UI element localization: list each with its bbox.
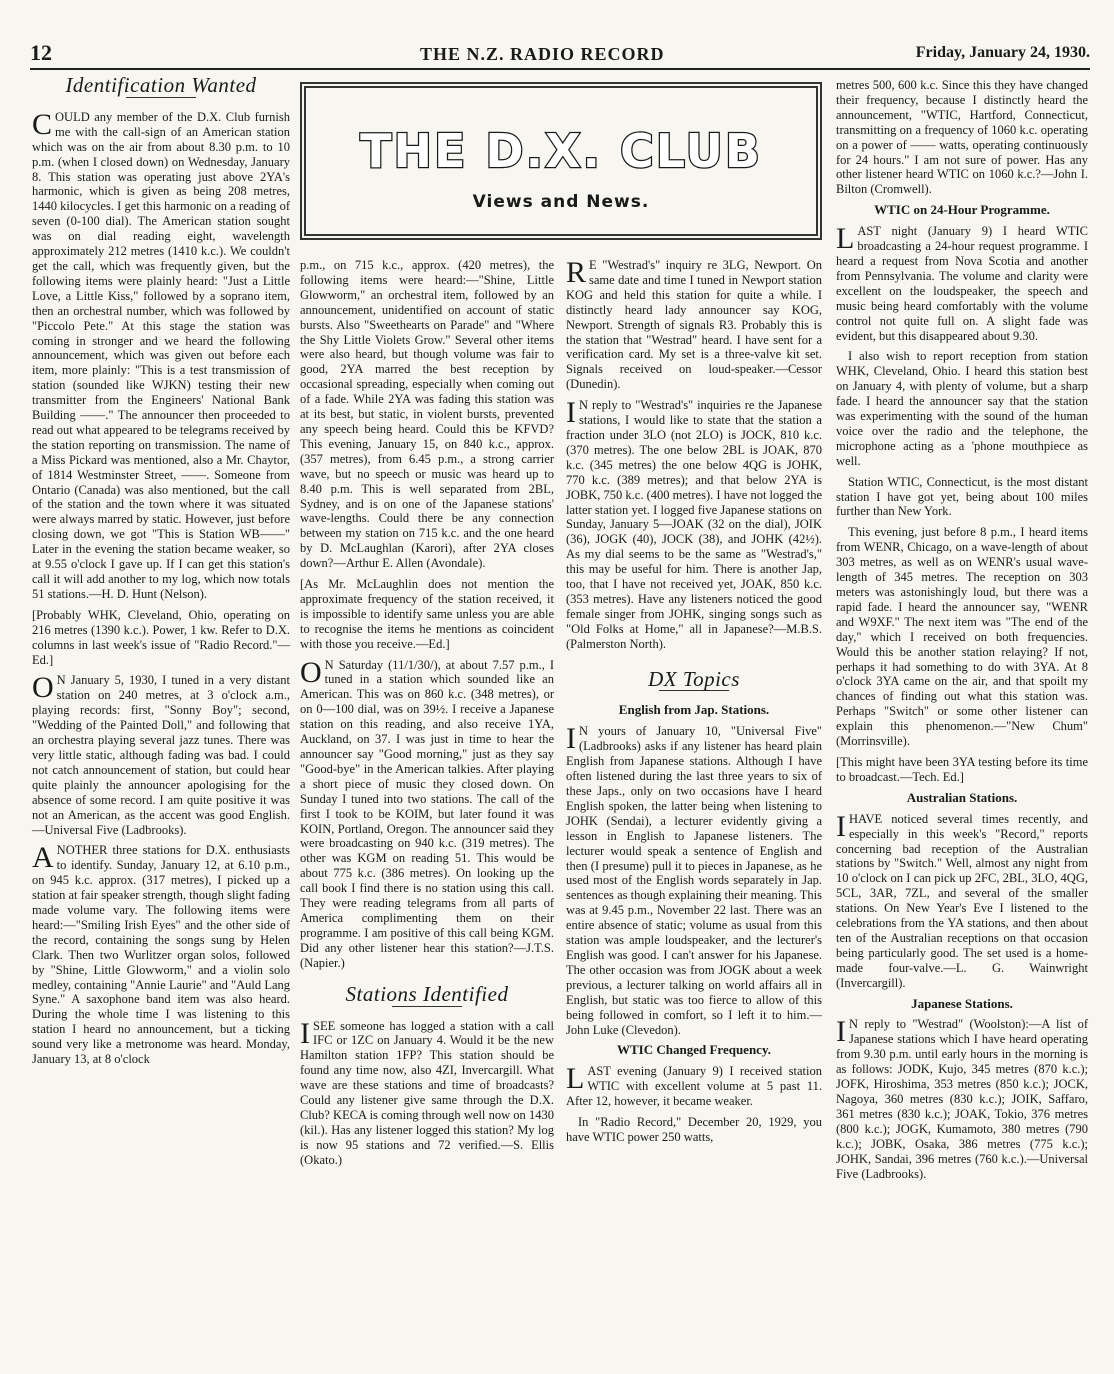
article-paragraph: O N Saturday (11/1/30/), at about 7.57 p.m., I tuned in a station which sounded like an American. This was on 860 k.c. (348 metres), or on 0—100 dial, was on 39½. I receive a Japanese station on this reading, and also receive 1YA, Auckland, on 37. I was just in time to hear the announcer say "Good morning," just as they say "Good-bye" in the American talkies. After playing a short piece of music they closed down. On Sunday I tuned into two stations. The call of the first I took to be KOIM, but later found it was KOIN, Portland, Oregon. The announcer said they were broadcasting on 940 k.c. (319 metres). The other was KGM on reading 51. This would be about 775 k.c. (386 metres). On looking up the call book I find there is no station using this call. They were reading telegrams from all parts of America complimenting them on their programme. I am positive of this call being KGM. Did any other listener hear this station?—J.T.S. (Napier.) — [300, 655, 554, 970]
article-paragraph: I N reply to "Westrad's" inquiries re the Japanese stations, I would like to state that the station a fraction under 3LO (not 2LO) is JOCK, 810 k.c. (370 metres). The one below 2BL is JOAK, 870 k.c. (345 metres) the one below 4QG is JOHK, 770 k.c. (389 metres); and that below 2YA is JOBK, 750 k.c. (400 metres). I have not logged the latter station yet. I logged five Japanese stations on Sunday, January 5—JOAK (32 on the dial), JOIK (36), JOGK (40), JOCK (38), and JOHK (42½). As my dial seems to be the same as "Westrad's," this may be useful for him. There is another Jap, too, that I have not received yet, JOAK, 850 k.c. (353 metres). Have any listeners noticed the good female singer from JOHK, singing songs such as "Old Folks at Home," all in Japanese?—M.B.S. (Palmerston North). — [566, 396, 822, 651]
article-paragraph: ANOTHER three stations for D.X. enthusiasts to identify. Sunday, January 12, at 6.10 p.m., on 945 k.c. approx. (317 metres), I picked up a station at fair speaker strength, though slight fading made volume vary. The following items were heard:—"Smiling Irish Eyes" and the other side of the record, containing the songs sung by Helen Clark. Then two Wurlitzer organ solos, followed by "Shine, Little Glowworm," and a violin solo medley, containing "Annie Laurie" and "Auld Lang Syne." A saxophone band item was also heard. During the whole time I was listening to this station I heard no announcement, but a ticking sound very like a metronome was heard. Monday, January 13, at 8 o'clock — [32, 841, 290, 1067]
issue-date: Friday, January 24, 1930. — [915, 44, 1090, 61]
editor-note: [Probably WHK, Cleveland, Ohio, operating on 216 metres (1390 k.c.). Power, 1 kw. Refer to D.X. columns in last week's issue of "Radio Record."—Ed.] — [32, 607, 290, 667]
masthead-rule — [30, 68, 1090, 70]
article-paragraph: Station WTIC, Connecticut, is the most distant station I have got yet, being about 100 miles further than New York. — [836, 474, 1088, 519]
article-paragraph: p.m., on 715 k.c., approx. (420 metres), the following items were heard:—"Shine, Little Glowworm," an orchestral item, followed by an announcement, unidentified on account of static bursts. Also "Sweethearts on Parade" and "Where the Shy Little Violets Grow." Several other items were also heard, but though volume was fair to good, 2YA marred the best reception by occasional spreading, especially when coming out of a fade. While 2YA was fading this station was at its best, but static, in violent bursts, prevented any speech being heard. Could this be KFVD? This evening, January 15, on 840 k.c., approx. (357 metres), from 6.45 p.m., a strong carrier wave, but no speech or music was heard up to 8.40 p.m. This is well separated from 2BL, Sydney, and is on one of the Japanese stations' wave-lengths. Could there be any connection between my station on 715 k.c. and the one heard by D. McLaughlan (Karori), after 2YA closes down?—Arthur E. Allen (Avondale). — [300, 258, 554, 571]
article-paragraph: LAST evening (January 9) I received station WTIC with excellent volume at 5 past 11. After 12, however, it became weaker. — [566, 1062, 822, 1109]
column-3 — [566, 258, 822, 1151]
heading-rule — [659, 690, 729, 691]
article-paragraph: I N reply to "Westrad" (Woolston):—A list of Japanese stations which I have heard operating from 9.30 p.m. until early hours in the morning is as follows: JODK, Kujo, 345 metres (870 k.c.); JOFK, Hiroshima, 353 metres (850 k.c.); JOCK, Nagoya, 360 metres (830 k.c.); JOIK, Saffaro, 361 metres (830 k.c.); JOAK, Tokio, 376 metres (800 k.c.); JOGK, Kumamoto, 380 metres (790 k.c.); JOBK, Osaka, 386 metres (775 k.c.); JOHK, Sandai, 396 metres (760 k.c.).—Universal Five (Ladbrooks). — [836, 1015, 1088, 1181]
column-2 — [300, 258, 554, 1174]
editor-note: [As Mr. McLaughlin does not mention the approximate frequency of the station received, it is impossible to identify same unless you are able to recognise the items he mentions as coincident with those you receive.—Ed.] — [300, 577, 554, 651]
subheading: WTIC Changed Frequency. — [617, 1042, 771, 1058]
masthead — [30, 34, 1090, 68]
editor-note: [This might have been 3YA testing before its time to broadcast.—Tech. Ed.] — [836, 754, 1088, 784]
article-paragraph: COULD any member of the D.X. Club furnish me with the call-sign of an American station which was on the air from about 8.30 p.m. to 10 p.m. (when I closed down) on Wednesday, January 8. This station was operating just above 2YA's harmonic, which is given as being 208 metres, 1440 kilocycles. I get this harmonic on a reading of seven (0-100 dial). The American station sought was on dial reading eight, wavelength approximately 212 metres (1410 k.c.). We couldn't get the call, which was frequently given, but the following items were plainly heard: "Just a Little Love, a Little Kiss," followed by a soprano item, then an orchestral number, which was followed by "Piccolo Pete." At this stage the station was coming in stronger and we heard the following announcement, which was given out before each item, more plainly: "This is a test transmission of station (sounded like WJKN) testing their new transmitter from the Engineers' National Bank Building ——." The announcer then proceeded to read out what appeared to be telegrams received by the station reporting on transmission. The name of a Miss Pickard was mentioned, also a Mr. Chaytor, of 1814 Westminster Street, ——. Someone from Ontario (Canada) was also mentioned, but the call of the station and the town where it was situated were always marred by static. However, just before closing down, we got "This is Station WB——" Later in the evening the station became weaker, so at 9.55 o'clock I gave up. If I can get this station's call it will add another to my log, which now totals 51 stations.—H. D. Hunt (Nelson). — [32, 107, 290, 601]
column-4 — [836, 78, 1088, 1187]
section-heading: DX Topics — [648, 666, 740, 691]
article-paragraph: R E "Westrad's" inquiry re 3LG, Newport. On same date and time I tuned in Newport station KOG and held this station for quite a while. I distinctly heard lady announcer say KOG, Newport. Strength of signals R3. Probably this is the station that "Westrad" heard. I have sent for a verification card. My set is a three-valve kit set. Signals received on loud-speaker.—Cessor (Dunedin). — [566, 256, 822, 392]
section-heading: Identification Wanted — [65, 73, 257, 97]
article-paragraph: metres 500, 600 k.c. Since this they have changed their frequency, because I distinctly heard the announcement, "WTIC, Hartford, Connecticut, transmitting on a frequency of 1060 k.c. operating on a power of —— watts, operating continuously for 24 hours." I am not sure of power. Has any other listener heard WTIC on 1060 k.c.?—John I. Bilton (Cromwell). — [836, 78, 1088, 197]
article-paragraph: IHAVE noticed several times recently, and especially in this week's "Record," reports concerning bad reception of the Australian stations by "Switch." Well, almost any night from 10 o'clock on I can pick up 2FC, 2BL, 3LO, 4QG, 5CL, 3AR, 7ZL, and several of the smaller stations. On New Year's Eve I listened to the celebrations from the YA stations, and then about ten of the Australian receptions on that occasion being particularly good. The set used is a home-made four-valve.—L. G. Wainwright (Invercargill). — [836, 809, 1088, 990]
section-heading: Stations Identified — [345, 981, 509, 1006]
article-paragraph: LAST night (January 9) I heard WTIC broadcasting a 24-hour request programme. I heard a request from Nova Scotia and another from Pennsylvania. The volume and clarity were excellent on the loudspeaker, the speech and music being heard comfortably with the volume control not quite full on. A slight fade was evident, but this disappeared about 9.30. — [836, 222, 1088, 343]
article-paragraph: I N yours of January 10, "Universal Five" (Ladbrooks) asks if any listener has heard plain English from Japanese stations. Although I have often listened during the last three years to six of these Japs., only on two occasions have I heard English spoken, the latter being when listening to JOHK (Sendai), a lecturer evidently giving a lesson in English to Japanese listeners. The lecturer would speak a sentence of English and then (I presume) pull it to pieces in Japanese, as he used most of the English words separately in Jap. sentences as though explaining their meaning. This was at 9.45 p.m., November 22 last. There was an entire absence of static; volume as usual from this station was ample loudspeaker, and the lecturer's English was good. I can't answer for his Japanese. The other occasion was from JOGK about a week previous, a lecturer talking on world affairs all in English, but static was too fierce to allow of this being followed in comfort, so I left it to him.—John Luke (Clevedon). — [566, 722, 822, 1037]
newspaper-title: THE N.Z. RADIO RECORD — [420, 44, 665, 64]
column-1 — [32, 73, 290, 1073]
banner-subtitle: Views and News. — [472, 192, 650, 212]
page-number: 12 — [30, 40, 52, 65]
article-paragraph: In "Radio Record," December 20, 1929, you have WTIC power 250 watts, — [566, 1115, 822, 1144]
subheading: English from Jap. Stations. — [618, 702, 770, 718]
article-paragraph: ISEE someone has logged a station with a call IFC or 1ZC on January 4. Would it be the new Hamilton station 1FP? This station should be found any time now, also 4ZI, Invercargill. What wave are these stations and time of broadcasts? Could any listener give same through the D.X. Club? KECA is coming through well now on 1430 (kil.). Has any listener logged this station? My log is now 95 stations and 72 verified.—S. Ellis (Okato.) — [300, 1016, 554, 1167]
heading-rule — [126, 97, 196, 98]
banner-title: THE D.X. CLUB — [360, 124, 762, 178]
subheading: Australian Stations. — [906, 789, 1018, 805]
heading-rule — [392, 1006, 462, 1007]
subheading: Japanese Stations. — [911, 995, 1013, 1011]
subheading: WTIC on 24-Hour Programme. — [874, 202, 1050, 218]
article-paragraph: O N January 5, 1930, I tuned in a very distant station on 240 metres, at 3 o'clock a.m., playing records: first, "Sonny Boy"; second, "Wedding of the Painted Doll," and following that an orchestra playing several jazz tunes. There was very little static, although fading was bad. I could not catch announcement of station, but could hear quite plainly the announcer apologising for the absence of some record. I am quite positive it was not an American, as the accent was good English.—Universal Five (Ladbrooks). — [32, 671, 290, 837]
dx-club-banner — [300, 82, 822, 240]
article-paragraph: I also wish to report reception from station WHK, Cleveland, Ohio. I heard this station best on January 4, with plenty of volume, but a sharp fade. I heard the announcer say that the station was experimenting with the sound of the human voice over the radio and the telephone, the microphone acting as a 'phone mouthpiece as well. — [836, 349, 1088, 468]
article-paragraph: This evening, just before 8 p.m., I heard items from WENR, Chicago, on a wave-length of about 303 metres, as well as on WENR's usual wave-length of 345 metres. The reception on 303 meters was astonishingly loud, but there was a rapid fade. I heard the announcer say, "WENR and W9XF." The next item was "The end of the day," which I received on both frequencies. Would this be another station relaying? If not, perhaps it had something to do with 3YA. At 8 o'clock 3YA came on the air, and that spoilt my chances of finding out what this station was. Perhaps "Switch" or some other listener can explain this phenomenon.—"New Chum" (Morrinsville). — [836, 525, 1088, 749]
